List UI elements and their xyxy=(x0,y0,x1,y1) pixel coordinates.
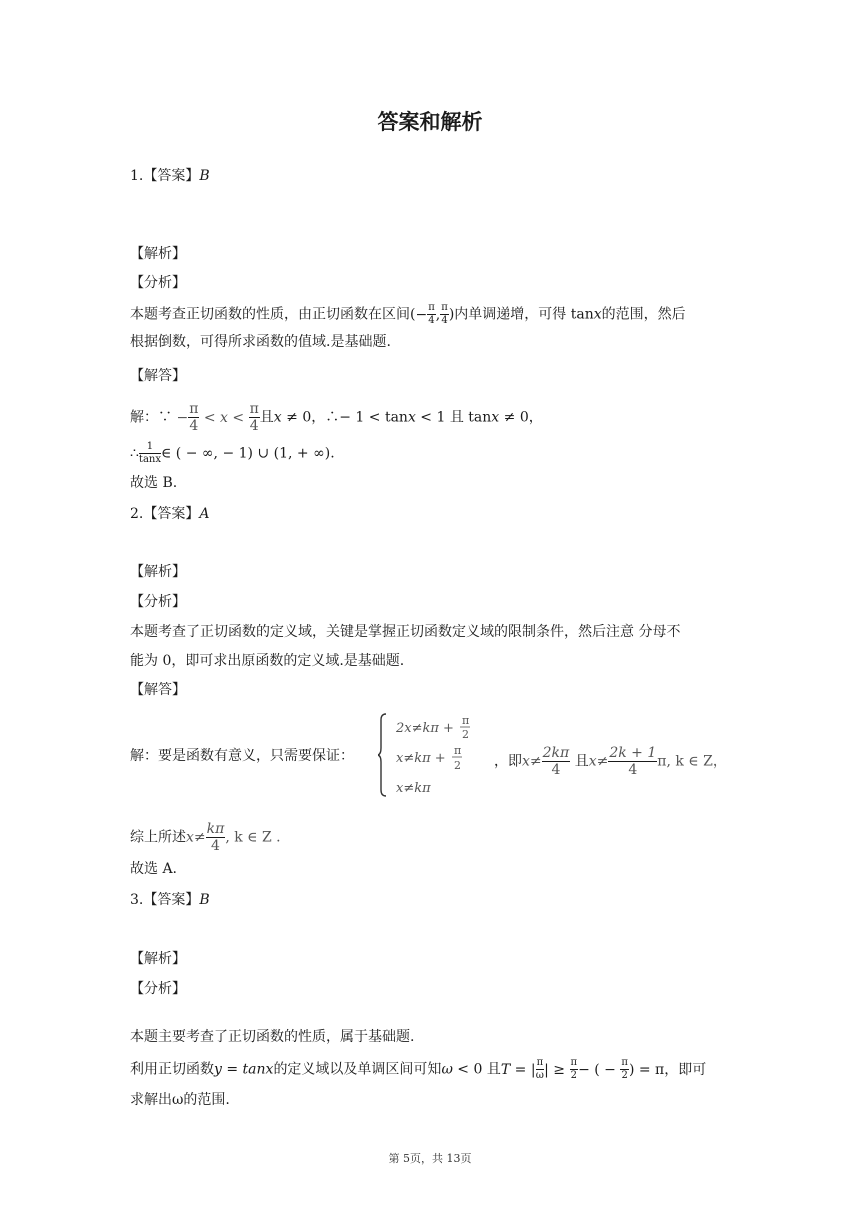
q3-fenxi-heading: 【分析】 xyxy=(130,981,186,997)
q3-answer-line xyxy=(130,890,210,910)
svg-text:x≠kπ: x≠kπ xyxy=(396,781,431,796)
q3-answer-label: 3.【答案】 xyxy=(130,892,200,908)
q1-jieda-heading: 【解答】 xyxy=(130,368,186,384)
inequality-formula: − $\frac{\pi}{4}$ < x < $\frac{\pi}{4}$ xyxy=(172,401,259,434)
q2-fenxi-heading: 【分析】 xyxy=(130,594,186,610)
q3-analysis-line1: 本题主要考查了正切函数的性质，属于基础题. xyxy=(130,1029,415,1045)
q1-analysis-line2: 根据倒数，可得所求函数的值域.是基础题. xyxy=(130,334,391,350)
condition-system-formula xyxy=(378,712,488,798)
svg-text:x≠kπ +: x≠kπ + xyxy=(396,751,446,766)
q1-jiexi-heading: 【解析】 xyxy=(130,246,186,262)
q1-answer-line xyxy=(130,166,210,186)
q2-solution-rest: ，即x≠ $\frac{2k\pi}{4}$ 且x≠ $\frac{2k + 1}{4}$ π, k ∈ Z， xyxy=(494,745,727,778)
q2-jiexi-heading: 【解析】 xyxy=(130,564,186,580)
q2-answer-line xyxy=(130,504,209,524)
svg-text:π: π xyxy=(454,744,462,757)
q2-solution-label: 解：要是函数有意义，只需要保证： xyxy=(130,748,354,764)
tan-function-formula: y = tanx xyxy=(214,1061,274,1078)
q1-answer-label: 1.【答案】 xyxy=(130,168,200,184)
period-formula: T = | $\frac{\pi}{\omega}$ | ≥ $\frac{\pi}{2}$ − ( − $\frac{\pi}{2}$ ) = π，即可 xyxy=(500,1057,707,1081)
q2-analysis-line1: 本题考查了正切函数的定义域，关键是掌握正切函数定义域的限制条件，然后注意 分母不 xyxy=(130,624,681,640)
q1-answer-value: B xyxy=(199,168,210,184)
q2-answer-label: 2.【答案】 xyxy=(130,506,200,522)
q3-answer-value: B xyxy=(199,892,210,908)
q1-solution-line2: ∴ $\frac{1}{\tan x}$ ∈ ( − ∞, − 1) ∪ (1, + ∞). xyxy=(130,441,335,465)
q2-summary: 综上所述x≠ $\frac{k\pi}{4}$ , k ∈ Z . xyxy=(130,821,281,854)
q2-analysis-line2: 能为 0，即可求出原函数的定义域.是基础题. xyxy=(130,653,405,669)
q1-conclusion: 故选 B. xyxy=(130,475,178,491)
q2-answer-value: A xyxy=(199,506,210,522)
q1-analysis-line1: 本题考查正切函数的性质，由正切函数在区间(− $\frac{\pi}{4}$ , $\frac{\pi}{4}$ )内单调递增，可得 tanx的范围，然后 xyxy=(130,302,686,326)
q2-conclusion: 故选 A. xyxy=(130,861,178,877)
q1-solution-line1: 解：∵ − $\frac{\pi}{4}$ < x < $\frac{\pi}{4}$ 且x ≠ 0，∴− 1 < tanx < 1 且 tanx ≠ 0， xyxy=(130,401,543,434)
page-footer: 第 5页，共 13页 xyxy=(388,1152,472,1165)
svg-text:2x≠kπ +: 2x≠kπ + xyxy=(396,721,454,736)
svg-text:π: π xyxy=(462,714,470,727)
q3-analysis-line3: 求解出ω的范围. xyxy=(130,1092,230,1108)
q2-jieda-heading: 【解答】 xyxy=(130,682,186,698)
page-title: 答案和解析 xyxy=(377,110,483,134)
interval-formula: − $\frac{\pi}{4}$ , $\frac{\pi}{4}$ xyxy=(415,302,448,326)
q3-jiexi-heading: 【解析】 xyxy=(130,951,186,967)
svg-text:2: 2 xyxy=(462,728,469,741)
svg-text:2: 2 xyxy=(454,759,461,772)
q1-fenxi-heading: 【分析】 xyxy=(130,275,186,291)
q3-analysis-line2: 利用正切函数y = tanx的定义域以及单调区间可知ω < 0 且T = | $\frac{\pi}{\omega}$ | ≥ $\frac{\pi}{2}$ − ( − $\frac{\pi}{2}$ ) = π，即可 xyxy=(130,1057,707,1081)
reciprocal-tan-formula: $\frac{1}{\tan x}$ xyxy=(138,441,161,465)
